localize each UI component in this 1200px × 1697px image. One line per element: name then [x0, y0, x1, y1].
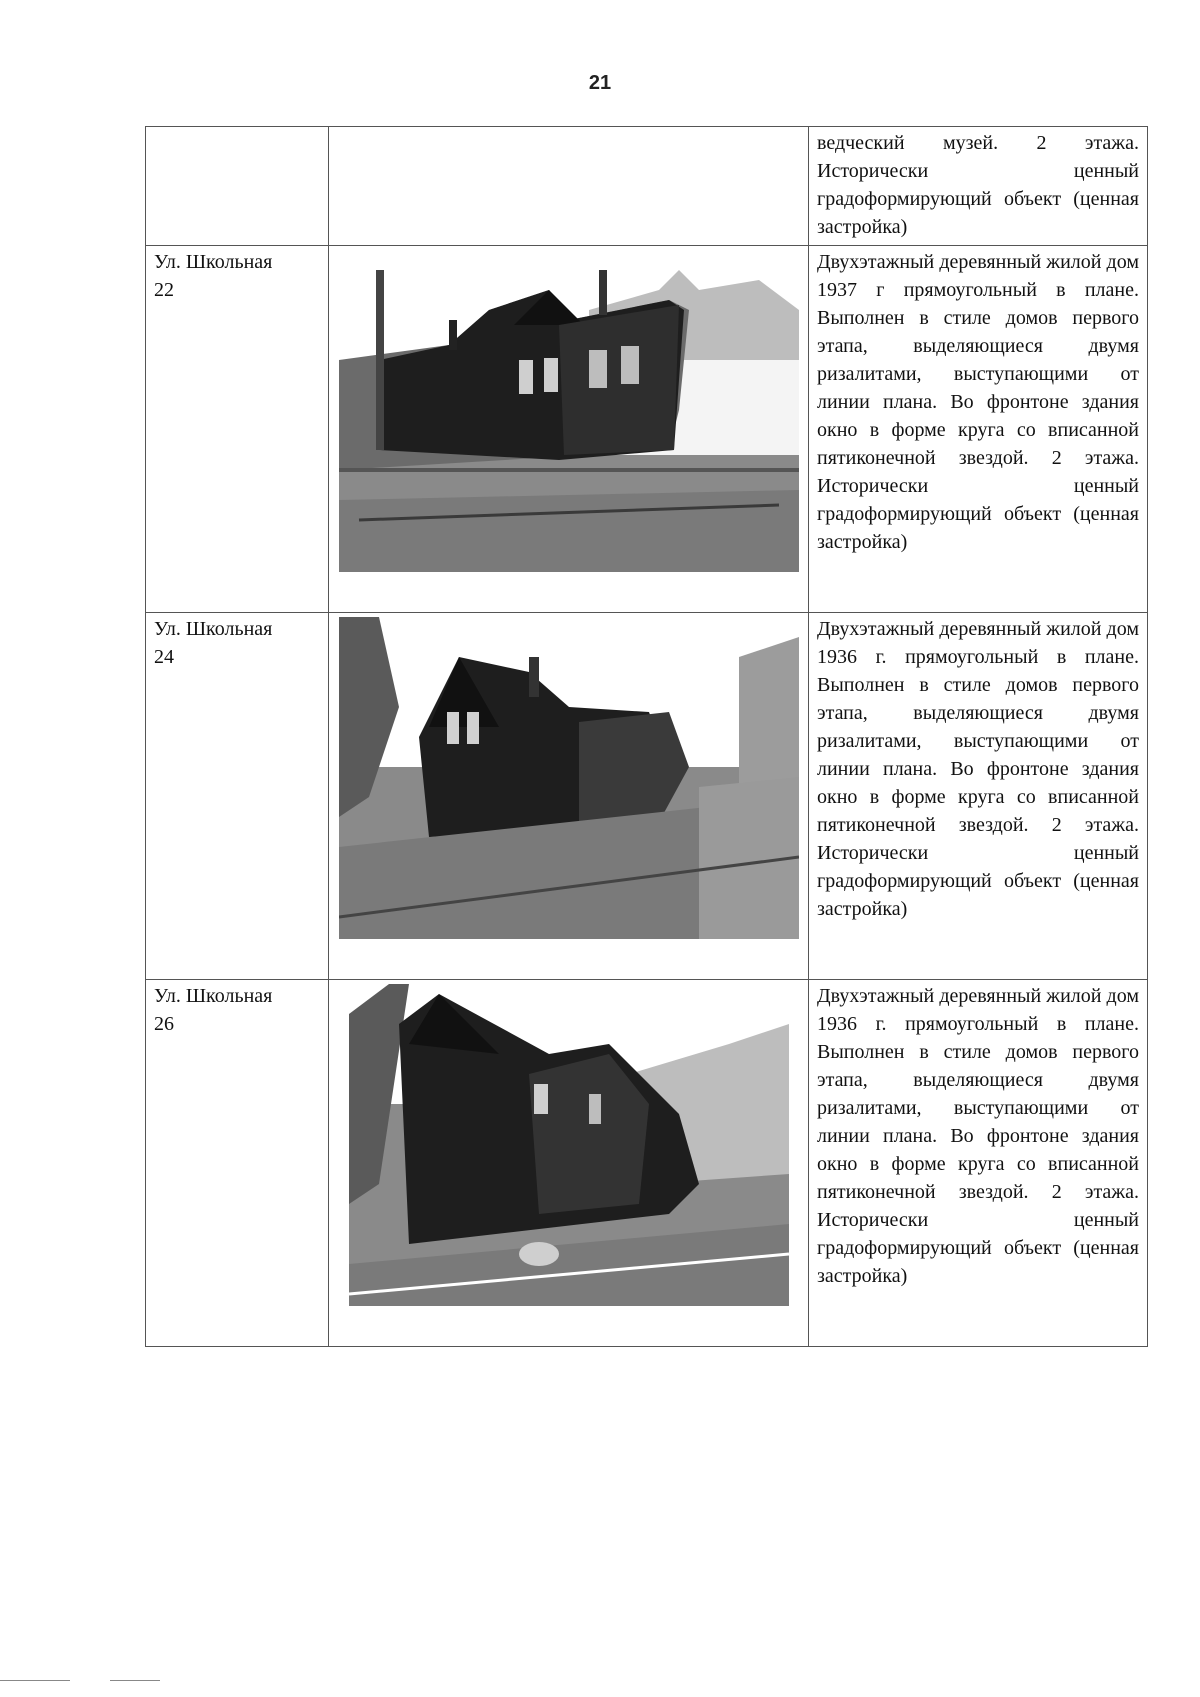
address-cell: [146, 613, 329, 980]
footer-divider: [110, 1680, 160, 1681]
photo-cell: [329, 613, 809, 980]
description-cell: [809, 980, 1148, 1347]
address-text: Ул. Школьная: [154, 985, 273, 1007]
address-cell: [146, 980, 329, 1347]
table-row: [146, 980, 1148, 1347]
table-row: [146, 127, 1148, 246]
address-line: [154, 982, 320, 1010]
photo-cell: [329, 127, 809, 246]
address-line: [154, 615, 320, 643]
photo-cell: [329, 246, 809, 613]
building-photo: [349, 984, 789, 1306]
description-cell: [809, 127, 1148, 246]
house-number: 26: [154, 1013, 174, 1035]
building-photo: [339, 250, 799, 572]
description-text: Двухэтажный деревянный жилой дом 1936 г. прямоугольный в плане. Выполнен в стиле домов первого этапа, выделяющиеся двумя ризалитами, выступающими от линии плана. Во фронтоне здания окно в форме круга со вписанной пятиконечной звездой. 2 этажа. Исторически ценный градоформирующий объект (ценная застройка): [817, 985, 1139, 1287]
heritage-table: [145, 126, 1148, 1347]
house-number: 24: [154, 646, 174, 668]
description-text: ведческий музей. 2 этажа. Исторически ценный градоформирующий объект (ценная застройка): [817, 132, 1139, 238]
address-cell: [146, 246, 329, 613]
description-text: Двухэтажный деревянный жилой дом 1936 г. прямоугольный в плане. Выполнен в стиле домов первого этапа, выделяющиеся двумя ризалитами, выступающими от линии плана. Во фронтоне здания окно в форме круга со вписанной пятиконечной звездой. 2 этажа. Исторически ценный градоформирующий объект (ценная застройка): [817, 618, 1139, 920]
table-row: [146, 613, 1148, 980]
page-number: 21: [588, 72, 612, 94]
address-text: Ул. Школьная: [154, 618, 273, 640]
building-photo: [339, 617, 799, 939]
photo-cell: [329, 980, 809, 1347]
house-number: 22: [154, 279, 174, 301]
footer-divider: [0, 1680, 70, 1681]
address-line: [154, 248, 320, 276]
address-text: Ул. Школьная: [154, 251, 273, 273]
description-cell: [809, 613, 1148, 980]
address-cell: [146, 127, 329, 246]
description-cell: [809, 246, 1148, 613]
description-text: Двухэтажный деревянный жилой дом 1937 г прямоугольный в плане. Выполнен в стиле домов первого этапа, выделяющиеся двумя ризалитами, выступающими от линии плана. Во фронтоне здания окно в форме круга со вписанной пятиконечной звездой. 2 этажа. Исторически ценный градоформирующий объект (ценная застройка): [817, 251, 1139, 553]
table-row: [146, 246, 1148, 613]
